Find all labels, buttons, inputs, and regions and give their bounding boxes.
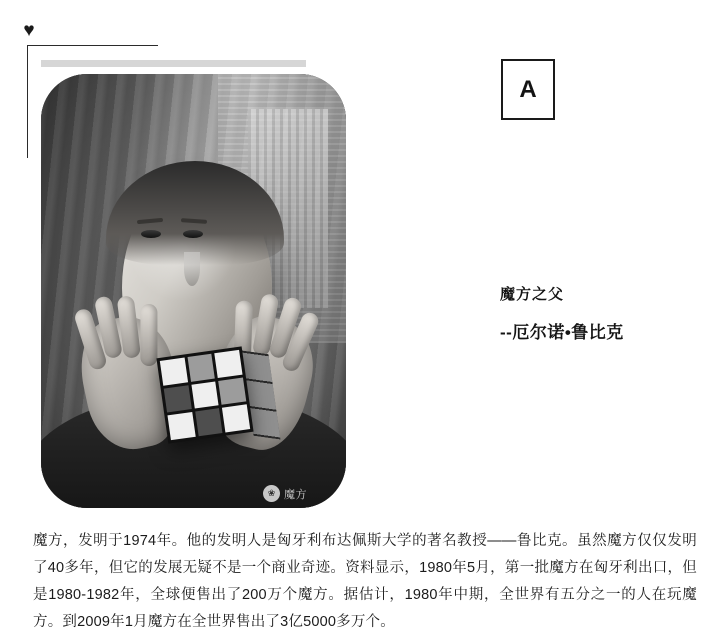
caption-block [500, 283, 705, 343]
heart-icon: ♥ [23, 20, 35, 41]
portrait-photo [41, 60, 346, 508]
caption-attribution: --厄尔诺•鲁比克 [500, 323, 624, 342]
photo-watermark [263, 485, 307, 502]
rubiks-cube [156, 346, 253, 443]
caption-title: 魔方之父 [500, 286, 565, 303]
portrait-image [41, 74, 346, 508]
letter-badge-label: A [519, 75, 537, 103]
body-paragraph: 魔方，发明于1974年。他的发明人是匈牙利布达佩斯大学的著名教授——鲁比克。虽然魔方仅仅发明了40多年，但它的发展无疑不是一个商业奇迹。资料显示，1980年5月，第一批魔方在匈牙利出口，但是1980-1982年，全球便售出了200万个魔方。据估计，1980年中期，全世界有五分之一的人在玩魔方。到2009年1月魔方在全世界售出了3亿5000多万个。 [33, 533, 697, 630]
watermark-mark-icon: ❀ [263, 485, 280, 502]
watermark-label: 魔方 [284, 488, 307, 501]
horizontal-rule [27, 45, 158, 46]
vertical-rule [27, 46, 28, 158]
photo-top-bar [41, 60, 306, 67]
letter-badge [501, 59, 555, 120]
photo-frame [41, 74, 346, 508]
